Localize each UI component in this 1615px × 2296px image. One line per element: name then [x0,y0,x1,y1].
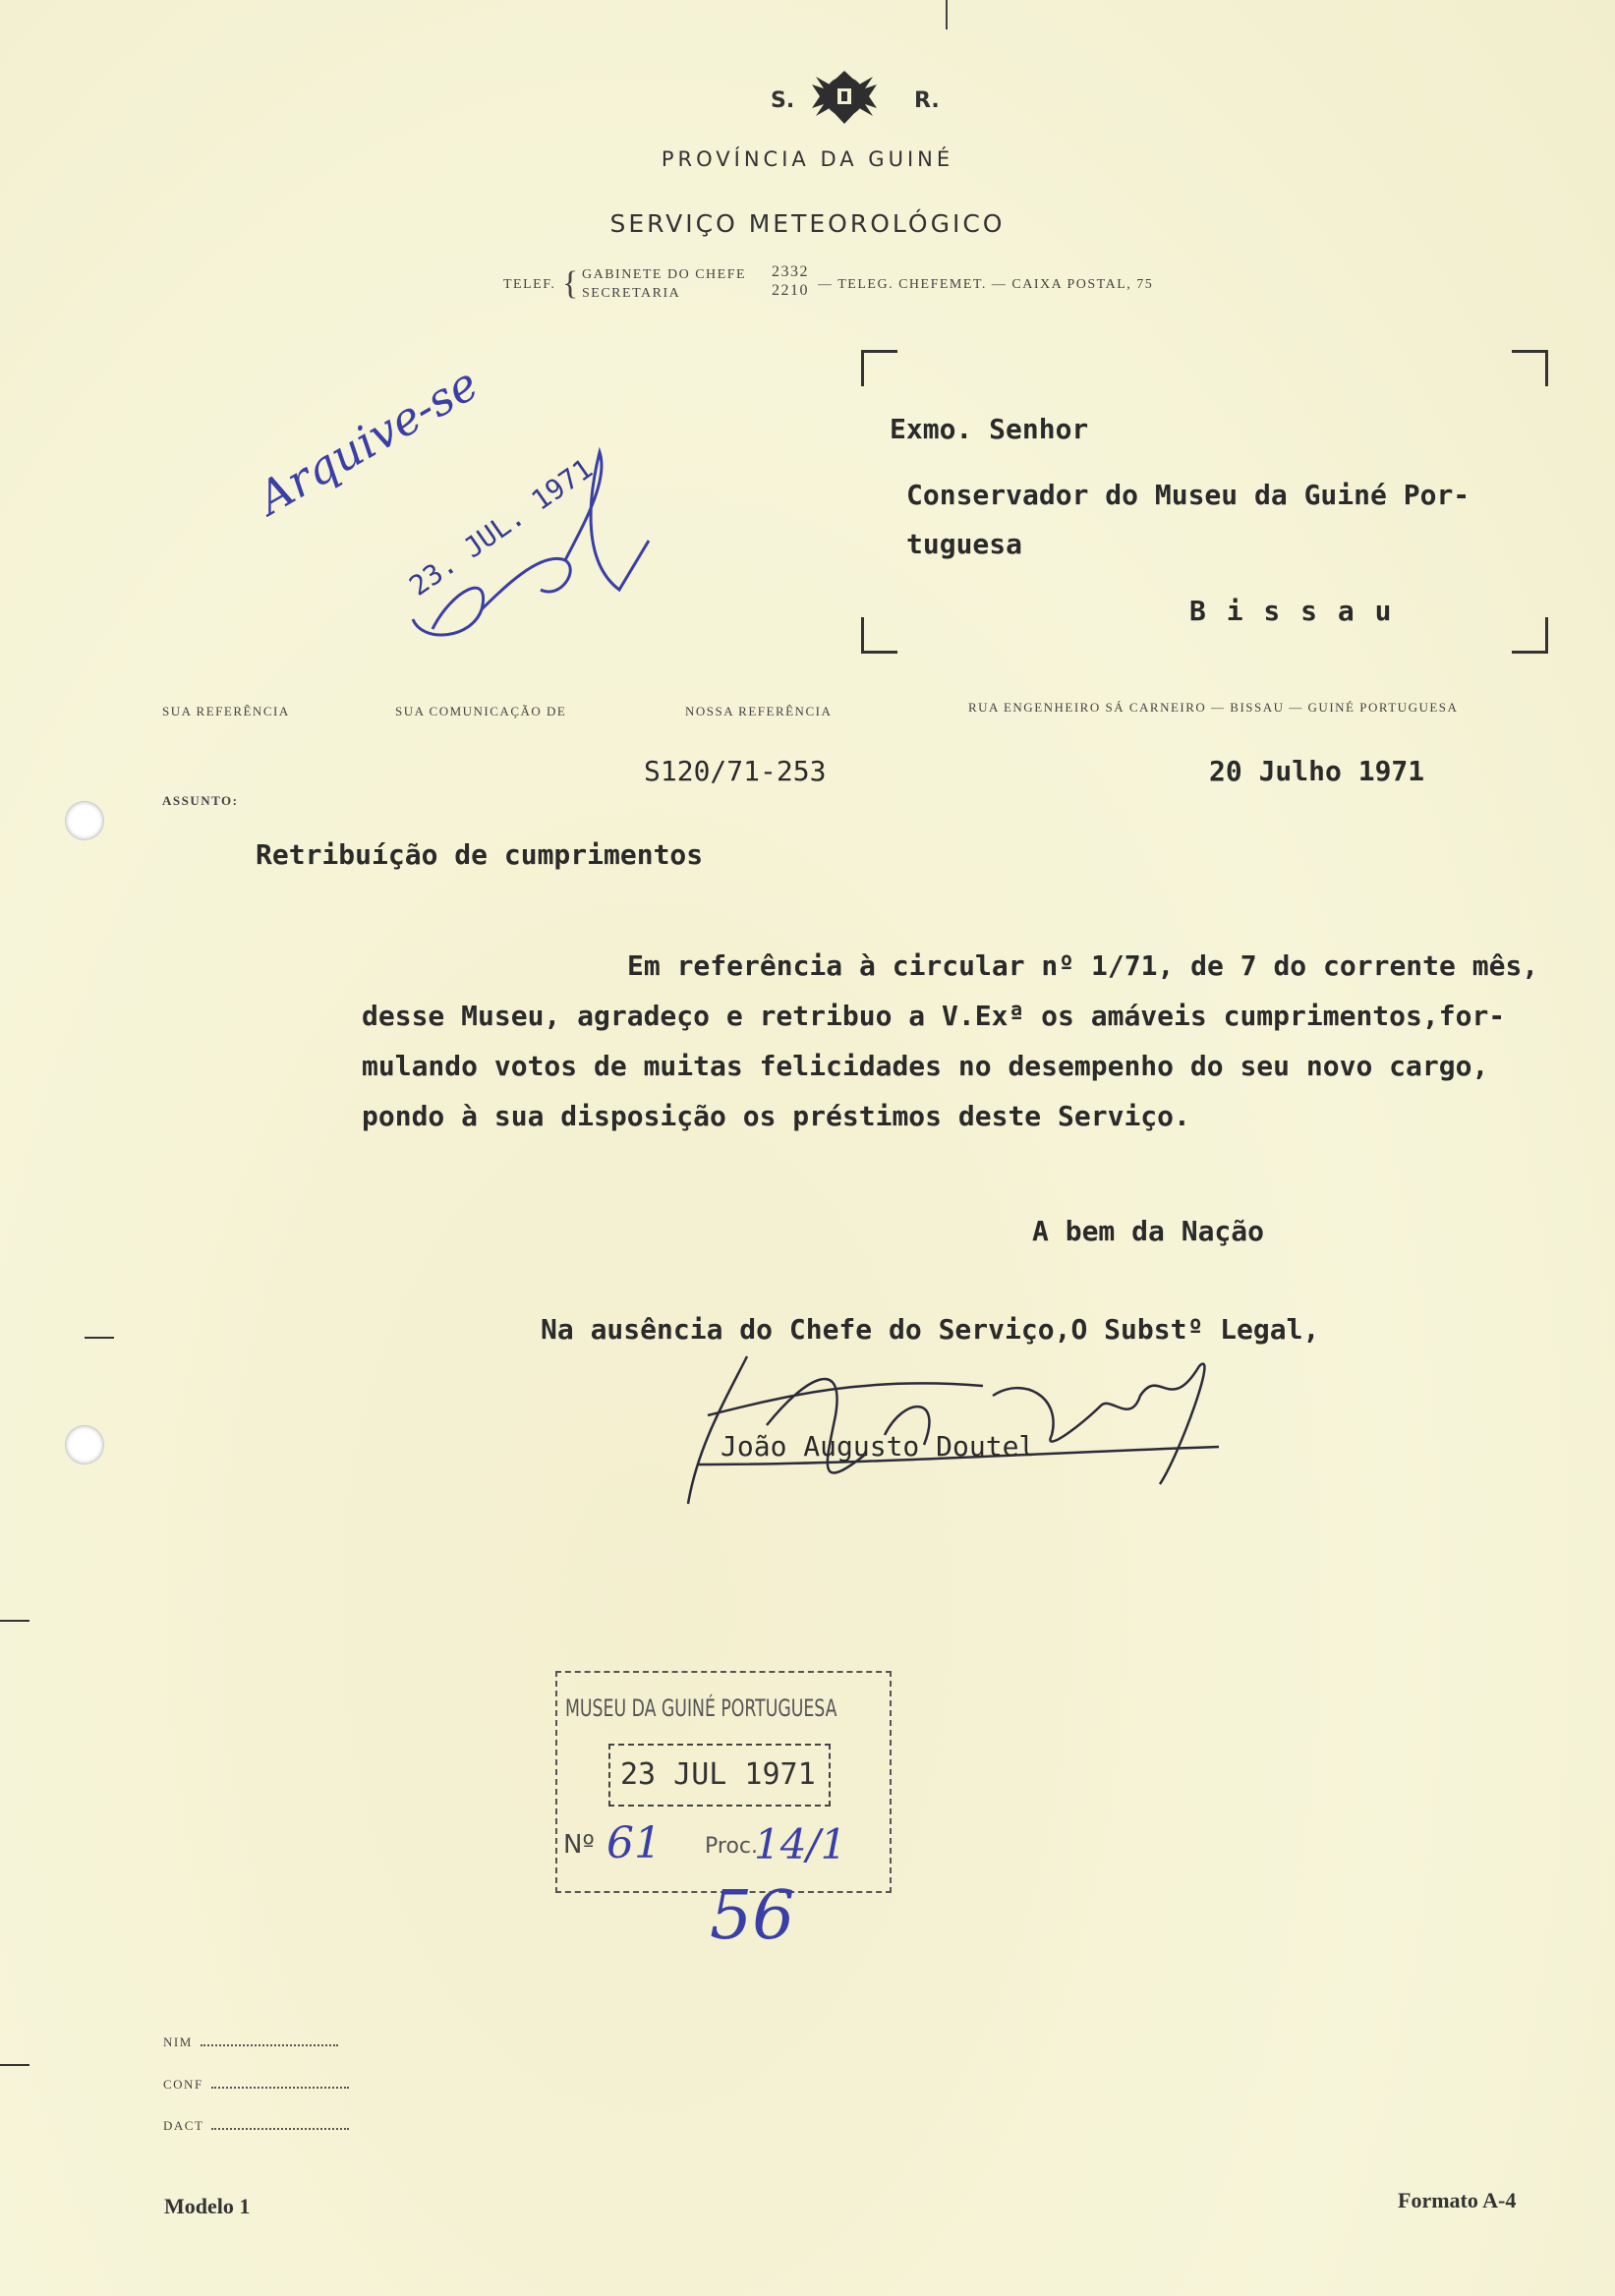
dact-label: DACT [163,2118,204,2133]
phone-line1-number: 2332 [772,263,809,280]
handwritten-annotation [249,356,678,649]
reference-number: S120/71-253 [644,755,827,787]
body-line-2: desse Museu, agradeço e retribuo a V.Exª os amáveis cumprimentos,for- [362,1000,1506,1032]
conf-field [163,2077,349,2093]
subject-label: ASSUNTO: [162,793,239,808]
punch-hole-top [65,801,104,840]
phone-line1-label: GABINETE DO CHEFE [582,267,747,282]
stamp-date-box [608,1744,831,1807]
body-line-1: Em referência à circular nº 1/71, de 7 do corrente mês, [627,949,1539,982]
recipient-city: B i s s a u [1189,595,1394,627]
phone-line2-number: 2210 [772,282,809,299]
phone-line2-label: SECRETARIA [582,286,681,301]
window-corner-tl [861,350,897,386]
brace-icon: { [562,265,580,302]
stamp-proc-label: Proc. [705,1834,758,1859]
province-title: PROVÍNCIA DA GUINÉ [661,147,954,171]
recipient-line2: tuguesa [906,528,1023,560]
sender-address: RUA ENGENHEIRO SÁ CARNEIRO — BISSAU — GUINÉ PORTUGUESA [968,700,1459,715]
letter-date: 20 Julho 1971 [1209,755,1425,787]
stamp-number-value: 61 [606,1818,662,1868]
body-line-4: pondo à sua disposição os préstimos deste Serviço. [362,1100,1190,1132]
dact-dotted-line [211,2128,349,2130]
closing-greeting: A bem da Nação [1032,1215,1265,1247]
window-corner-tr [1512,350,1548,386]
conf-dotted-line [211,2087,349,2089]
monogram-right: R. [914,88,940,113]
recipient-line1: Conservador do Museu da Guiné Por- [906,479,1471,511]
margin-tick-3 [0,2064,29,2066]
punch-hole-bottom [65,1425,104,1464]
stamp-date: 23 JUL 1971 [620,1757,816,1792]
top-fold-mark [946,0,948,29]
sua-referencia-label: SUA REFERÊNCIA [162,704,290,718]
stamp-title: MUSEU DA GUINÉ PORTUGUESA [565,1694,837,1722]
body-line-3: mulando votos de muitas felicidades no desempenho do seu novo cargo, [362,1050,1489,1082]
stamp-number-label: Nº [563,1830,595,1860]
nim-dotted-line [201,2044,338,2046]
telef-label: TELEF. [503,277,556,292]
model-label: Modelo 1 [164,2194,251,2218]
margin-tick-2 [0,1620,29,1622]
signatory-role: Na ausência do Chefe do Serviço,O Substº Legal, [541,1313,1320,1346]
header-monogram [767,67,944,126]
format-label: Formato A-4 [1398,2188,1517,2212]
subject-text: Retribuíção de cumprimentos [256,838,704,871]
signatory-name: João Augusto Doutel [721,1430,1036,1463]
phone-line [503,263,1231,307]
coat-of-arms-icon [810,67,879,128]
dact-field [163,2118,349,2134]
nossa-referencia-label: NOSSA REFERÊNCIA [685,704,833,718]
window-corner-br [1512,617,1548,654]
window-corner-bl [861,617,897,654]
stamp-extra-number: 56 [710,1877,795,1955]
nim-field [163,2035,338,2050]
annotation-date: 23. JUL. 1971 [403,452,599,603]
service-title: SERVIÇO METEOROLÓGICO [609,209,1006,238]
telegraph-info: — TELEG. CHEFEMET. — CAIXA POSTAL, 75 [818,277,1154,292]
annotation-word: Arquive-se [249,356,488,525]
sua-comunicacao-label: SUA COMUNICAÇÃO DE [395,704,567,718]
conf-label: CONF [163,2077,203,2092]
signature-icon [668,1337,1258,1514]
stamp-proc-value: 14/1 [754,1820,847,1868]
museum-received-stamp [555,1671,892,1893]
nim-label: NIM [163,2035,193,2049]
recipient-salutation: Exmo. Senhor [890,413,1089,445]
annotation-initials-icon [393,442,668,649]
margin-tick-1 [85,1337,114,1339]
monogram-left: S. [771,88,795,113]
